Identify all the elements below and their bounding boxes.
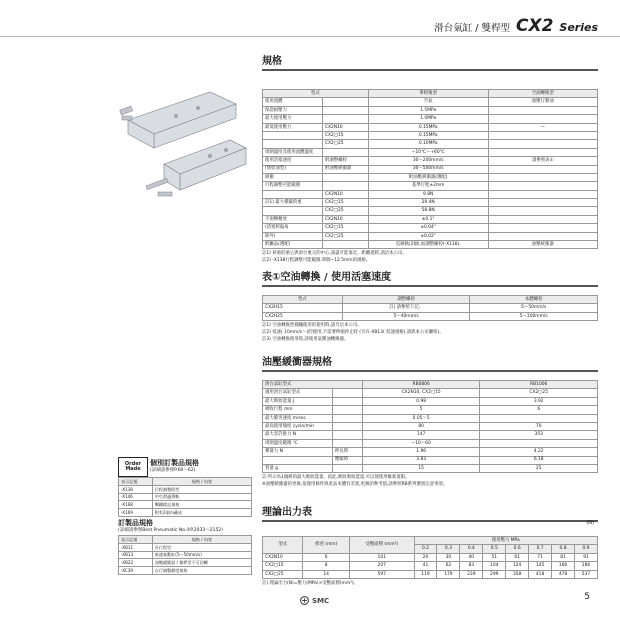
table-cell: 71 — [529, 553, 552, 561]
table-cell: 油壓緩衝器 — [488, 241, 597, 249]
table-row — [263, 464, 598, 472]
table-cell: 30〜200mm/s — [368, 157, 488, 165]
table-cell: 0.15MPa — [368, 131, 488, 139]
note-line: 註:所示為1個緩的最大吸收能量。依此,吸收吸收能量,可以使使用維新值限。 — [262, 475, 410, 481]
table-cell — [332, 439, 362, 447]
pressure-header-cell: 0.6 — [506, 545, 529, 553]
table-row — [263, 312, 598, 320]
table-row — [263, 553, 598, 561]
table-cell — [488, 215, 597, 223]
table-cell: 41 — [414, 562, 437, 570]
table-cell: 5〜40mm/s — [342, 312, 470, 320]
table-header-cell: 使用壓力 MPa — [414, 537, 597, 545]
table-header-cell: RB1006 — [480, 381, 598, 389]
table-cell: 186 — [574, 562, 597, 570]
table-cell — [322, 241, 368, 249]
table-cell: 最大吸收能量 J — [263, 397, 333, 405]
table-cell: CX2□25 — [322, 140, 368, 148]
table1-title-bar — [262, 285, 598, 287]
table-cell: 5 — [362, 406, 480, 414]
table-cell: 附油壓緩衝器 — [322, 165, 368, 173]
table1 — [262, 295, 598, 321]
note-line: 註1) 荷重的重心與滑台重元的中心,請盡可能靠近。距離過時,請洽本公司。 — [262, 251, 407, 257]
table-cell: 0.98 — [362, 397, 480, 405]
table-cell: 附屬品(選配) — [263, 241, 323, 249]
table-cell: 91 — [574, 553, 597, 561]
force-title: 理論出力表 — [262, 507, 312, 518]
pressure-header-cell: 0.2 — [414, 545, 437, 553]
table-row — [119, 551, 252, 559]
table-cell — [322, 173, 368, 181]
table-cell: 25 — [480, 464, 598, 472]
table-cell: 周圍溫度範圍 ℃ — [263, 439, 333, 447]
smc-logo: SMC — [300, 596, 329, 605]
table-cell: 145 — [529, 562, 552, 570]
table-cell — [488, 165, 597, 173]
table-cell: — — [488, 123, 597, 131]
table-cell — [488, 190, 597, 198]
table-row — [119, 493, 252, 501]
shock-title: 油壓緩衝器規格 — [262, 357, 332, 368]
table-cell: 規格 / 內容 — [152, 536, 251, 544]
table-cell: CX2N10 — [322, 215, 368, 223]
table-cell: 166 — [552, 562, 575, 570]
order-subtitle: (詳細請參照P.60〜62) — [150, 468, 196, 473]
table-header-cell: 受壓面積 (mm²) — [349, 537, 414, 554]
table-cell: ±0.04° — [368, 224, 488, 232]
table-cell: 5〜100mm/s — [470, 312, 598, 320]
table-cell: 不迴轉精度 — [263, 215, 323, 223]
table-cell: 537 — [574, 570, 597, 578]
table-cell: 1.5MPa — [368, 106, 488, 114]
page-number: 5 — [584, 592, 590, 602]
table-cell: 長行程型 — [152, 543, 251, 551]
table-cell: 行程調整可能範圍 — [263, 182, 323, 190]
table-cell — [322, 115, 368, 123]
shock-title-bar — [262, 370, 598, 372]
table-cell: 1.0MPa — [368, 115, 488, 123]
pressure-header-cell: 0.5 — [483, 545, 506, 553]
table-cell: 附調整螺栓 — [322, 157, 368, 165]
table-cell — [488, 131, 597, 139]
table-cell: 請參照表① — [488, 157, 597, 165]
table-cell — [322, 148, 368, 156]
table-cell — [263, 140, 323, 148]
table-cell — [488, 232, 597, 240]
header-rule — [0, 36, 620, 37]
table-cell: CX2□15 — [322, 199, 368, 207]
table-cell: CX2□25 — [263, 570, 303, 578]
table-cell: 低速氣動缸(5〜50mm/s) — [152, 551, 251, 559]
table-header-row — [263, 537, 598, 545]
table-cell: 註1) 最大積載荷重 — [263, 199, 323, 207]
page-header — [434, 16, 598, 36]
table-cell — [480, 414, 598, 422]
table-cell: -XC39 — [119, 567, 153, 575]
table-cell: 註) 請參照下記。 — [342, 304, 470, 312]
table-cell: 緩衝 — [263, 173, 323, 181]
table-cell: 1.96 — [362, 448, 480, 456]
table-cell: 空氣 — [368, 98, 488, 106]
table-row — [263, 422, 598, 430]
table-cell: 保證耐壓力 — [263, 106, 323, 114]
table-cell — [332, 464, 362, 472]
table-header-cell: 桿徑 (mm) — [303, 537, 350, 554]
table-cell: CX2N10 — [322, 190, 368, 198]
table-cell: 30 — [437, 553, 460, 561]
table-header-cell: 滑台氣缸型式 — [263, 381, 363, 389]
table-cell: 3.83 — [362, 456, 480, 464]
table-row — [119, 543, 252, 551]
table-cell: 彈簧力 N — [263, 448, 333, 456]
table-cell — [488, 224, 597, 232]
table-header-row — [119, 478, 252, 486]
table-cell: CX2□15 — [322, 131, 368, 139]
table-cell: 規格 / 內容 — [152, 478, 251, 486]
table-cell: -XB13 — [119, 551, 153, 559]
table-cell: 0.10MPa — [368, 140, 488, 148]
table-cell: 70 — [480, 422, 598, 430]
table-header-cell: 型式 — [263, 537, 303, 554]
table-row — [263, 389, 598, 397]
table-cell: 119 — [414, 570, 437, 578]
table-cell: 適用滑台氣缸型式 — [263, 389, 333, 397]
table-row — [263, 224, 598, 232]
table-cell: 299 — [483, 570, 506, 578]
table-cell: 中空滑適導軌 — [152, 493, 251, 501]
table-row — [263, 304, 598, 312]
table-cell: 81 — [552, 553, 575, 561]
table-row — [263, 190, 598, 198]
table-row — [263, 562, 598, 570]
table-cell: 3.92 — [480, 397, 598, 405]
table-cell: 基準行程±2mm — [368, 182, 488, 190]
table-cell: 124 — [506, 562, 529, 570]
table-cell — [263, 456, 333, 464]
table-row — [263, 115, 598, 123]
table-cell — [322, 98, 368, 106]
table-cell: 207 — [349, 562, 414, 570]
note-line: ※油壓緩衝器的更換,依使用條件與產品本體有差異,更換的參考值,請參照RB系列選別注意事項。 — [262, 482, 448, 488]
table-cell: 6.18 — [480, 456, 598, 464]
order-made-badge: Order Made — [118, 457, 148, 477]
table-row — [263, 232, 598, 240]
table-cell: -X168 — [119, 501, 153, 509]
table-row — [263, 199, 598, 207]
table-cell: 最低使用壓力 — [263, 123, 323, 131]
header-model: CX2 — [515, 16, 554, 36]
pressure-header-cell: 0.3 — [437, 545, 460, 553]
table-row — [263, 123, 598, 131]
table-cell: 83 — [460, 562, 483, 570]
table-cell: −10℃〜+60℃ — [368, 148, 488, 156]
shock-section — [262, 353, 598, 489]
table-cell: -X138 — [119, 485, 153, 493]
table-row — [263, 148, 598, 156]
table-cell: CX2N10 — [322, 123, 368, 131]
force-unit: (N) — [586, 520, 594, 526]
table-cell: 調整螺栓 — [342, 296, 470, 304]
header-zh-title: 滑台氣缸 / 雙桿型 — [434, 23, 510, 34]
pressure-header-cell: 0.9 — [574, 545, 597, 553]
spec-notes — [262, 251, 598, 265]
table-cell: 9.8N — [368, 190, 488, 198]
table-cell: −10〜60 — [362, 439, 480, 447]
table-header-row — [263, 381, 598, 389]
table-cell — [332, 389, 362, 397]
table-cell: CX2□25 — [322, 207, 368, 215]
table-cell: 自行調整靜度規格 — [152, 567, 251, 575]
table-row — [263, 173, 598, 181]
table-cell — [332, 406, 362, 414]
table-cell: 最大容許推力 N — [263, 431, 333, 439]
table-cell — [488, 207, 597, 215]
table-cell: ±0.1° — [368, 215, 488, 223]
table-row — [263, 241, 598, 249]
pressure-header-cell: 0.8 — [552, 545, 575, 553]
table-cell: 51 — [483, 553, 506, 561]
table-header-row — [119, 536, 252, 544]
table-row — [263, 439, 598, 447]
table-cell: -X146 — [119, 493, 153, 501]
table-cell — [263, 207, 323, 215]
table-row — [119, 485, 252, 493]
table-header-cell: 型式 — [263, 90, 369, 98]
table-cell: 15 — [362, 464, 480, 472]
force-note: 註) 理論出力(N)=壓力(MPa)×受壓面積(mm²)。 — [262, 580, 358, 586]
table-cell — [332, 422, 362, 430]
smc-logo-icon — [300, 596, 309, 605]
table-cell: CX2□15 — [263, 562, 303, 570]
spec-title: 規格 — [262, 56, 282, 67]
table-row — [119, 567, 252, 575]
table-cell: CX2N10, CX2□15 — [362, 389, 480, 397]
table-cell — [322, 182, 368, 190]
table-cell: 30〜500mm/s — [368, 165, 488, 173]
table-cell: 29.4N — [368, 199, 488, 207]
table-cell: 質量 g — [263, 464, 333, 472]
note-line: 註3) 空油轉換使用時,請使用氣壓油轉換器。 — [262, 336, 349, 342]
made-title: 訂製品規格 — [118, 519, 153, 527]
table-header-cell: 單桿後型 — [368, 90, 488, 98]
table-cell: 61 — [506, 553, 529, 561]
table-cell: 8 — [303, 562, 350, 570]
table-cell: 80 — [362, 422, 480, 430]
table-cell: 353 — [480, 431, 598, 439]
table-row — [263, 414, 598, 422]
table-cell: -XB11 — [119, 543, 153, 551]
table-cell: ±0.02° — [368, 232, 488, 240]
table-row — [119, 501, 252, 509]
table-cell: CX2H25 — [263, 312, 343, 320]
force-table — [262, 536, 598, 579]
table-cell: 0.05〜5 — [362, 414, 480, 422]
table-cell: 358 — [506, 570, 529, 578]
table-cell: 型式 — [263, 296, 343, 304]
table-row — [263, 165, 598, 173]
table1-notes — [262, 323, 598, 343]
table-cell — [332, 414, 362, 422]
table-cell: CX2H15 — [263, 304, 343, 312]
table-cell: 6 — [480, 406, 598, 414]
table-cell — [488, 199, 597, 207]
table-cell: 使用活塞速度 — [263, 157, 323, 165]
table-row — [263, 431, 598, 439]
order-title: 個別訂製品規格 — [150, 459, 199, 467]
note-line: 註2) -X138行程調整可能範圍,單側−12.5mm的規格。 — [262, 258, 371, 264]
table-cell — [488, 140, 597, 148]
force-title-bar — [262, 520, 598, 522]
table-header-row — [263, 296, 598, 304]
table-cell: 附有2個內藏成 — [152, 509, 251, 517]
table-cell: CX2N10 — [263, 553, 303, 561]
table-cell: -XB22 — [119, 559, 153, 567]
table-cell: (無給油型) — [263, 165, 323, 173]
table-row — [263, 448, 598, 456]
table-cell: 行程調整附型 — [152, 485, 251, 493]
product-photo — [118, 72, 253, 217]
table-cell: CX2□25 — [322, 232, 368, 240]
table-cell: 表示記號 — [119, 478, 153, 486]
table-cell — [322, 106, 368, 114]
table-cell: 最大使用壓力 — [263, 115, 323, 123]
table-cell: 20 — [414, 553, 437, 561]
table-cell: 最高使用頻度 cycle/min — [263, 422, 333, 430]
table-cell — [488, 173, 597, 181]
table-row — [263, 215, 598, 223]
spec-section — [262, 52, 598, 265]
pressure-header-cell: 0.7 — [529, 545, 552, 553]
table-cell — [263, 131, 323, 139]
table-cell: 使用流體 — [263, 98, 323, 106]
table-header-cell: 空油轉換型 — [488, 90, 597, 98]
table-cell: 5〜50mm/s — [470, 304, 598, 312]
table-cell: CX2□15 — [322, 224, 368, 232]
table-cell: 239 — [460, 570, 483, 578]
shock-notes — [262, 475, 598, 489]
note-line: 註2) 低速( 10mm/s〜)的使用,不需要伸縮停止時 (另有-XB13( 低速規格),請與本公司聯絡)。 — [262, 330, 444, 335]
force-section — [262, 503, 598, 588]
table-cell: 壓縮時 — [332, 456, 362, 464]
table-row — [263, 397, 598, 405]
table1-section — [262, 268, 598, 344]
table-row — [263, 131, 598, 139]
table-cell: 4.22 — [480, 448, 598, 456]
table-header-row — [263, 90, 598, 98]
table-cell: 147 — [362, 431, 480, 439]
table-cell: 直線軌(2個),加調整螺栓(-X138), — [368, 241, 488, 249]
table-row — [263, 570, 598, 578]
made-subtitle: (詳細請參照Best Pneumatic No.③P.2033〜2152) — [118, 528, 223, 533]
table-cell: 101 — [349, 553, 414, 561]
table-cell: 104 — [483, 562, 506, 570]
table-cell — [488, 182, 597, 190]
table-cell: 表示記號 — [119, 536, 153, 544]
table-row — [119, 509, 252, 517]
table-cell: 179 — [437, 570, 460, 578]
table-cell: 418 — [529, 570, 552, 578]
table-cell: 最大衝突速度 m/sec — [263, 414, 333, 422]
table-cell: 597 — [349, 570, 414, 578]
spec-table — [262, 89, 598, 249]
table-row — [119, 559, 252, 567]
table-header-cell: RB0806 — [362, 381, 480, 389]
table-row — [263, 140, 598, 148]
table-cell: 吸收行程 mm — [263, 406, 333, 414]
table-cell: 伸長時 — [332, 448, 362, 456]
table-row — [263, 157, 598, 165]
header-series: Series — [559, 21, 598, 34]
table-row — [263, 456, 598, 464]
table-cell: 58.8N — [368, 207, 488, 215]
table-row — [263, 98, 598, 106]
table-row — [263, 106, 598, 114]
table-cell: (活塞桿偏角 — [263, 224, 323, 232]
table-cell: 478 — [552, 570, 575, 578]
table-cell: -X169 — [119, 509, 153, 517]
pressure-header-cell: 0.4 — [460, 545, 483, 553]
shock-table — [262, 380, 598, 473]
table-cell — [488, 115, 597, 123]
table-cell: 擊鐵標記規格 — [152, 501, 251, 509]
table-cell — [488, 106, 597, 114]
table-cell: 40 — [460, 553, 483, 561]
table-row — [263, 182, 598, 190]
table1-title: 表①空油轉換 / 使用活塞速度 — [262, 272, 392, 283]
made-table — [118, 535, 252, 575]
table-cell: 62 — [437, 562, 460, 570]
order-table — [118, 477, 252, 517]
table-cell: CX2□25 — [480, 389, 598, 397]
table-cell — [480, 439, 598, 447]
table-cell: 油壓行動油 — [488, 98, 597, 106]
table-cell: 6 — [303, 553, 350, 561]
table-cell — [332, 431, 362, 439]
note-line: 註1) 空油轉換型插繩使用的使用時,請另洽本公司。 — [262, 323, 362, 329]
table-cell — [263, 190, 323, 198]
table-cell: 油壓緩衝器 / 擋桿型不可回轉 — [152, 559, 251, 567]
table-cell: 附油壓緩衝器(選配) — [368, 173, 488, 181]
table-row — [263, 406, 598, 414]
spec-title-bar — [262, 69, 598, 71]
table-cell: 除外) — [263, 232, 323, 240]
table-cell: 14 — [303, 570, 350, 578]
table-cell — [488, 148, 597, 156]
table-cell: 0.15MPa — [368, 123, 488, 131]
table-cell — [332, 397, 362, 405]
table-cell: 周圍溫度及使用流體溫度 — [263, 148, 323, 156]
table-row — [263, 207, 598, 215]
table-cell: 本體螺栓 — [470, 296, 598, 304]
